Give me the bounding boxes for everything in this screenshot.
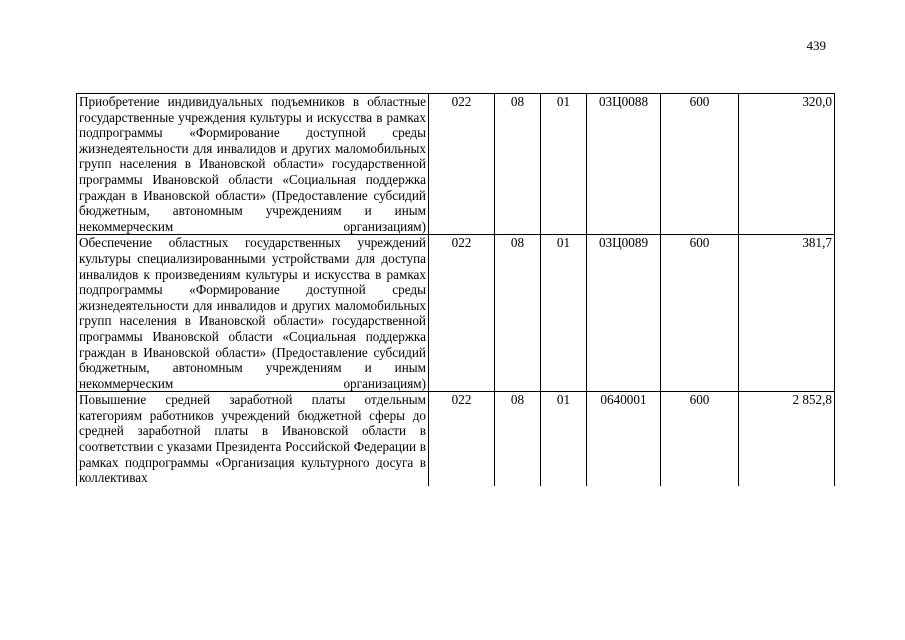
row-section: 08 [495,94,541,235]
row-subsection: 01 [541,392,587,486]
row-description: Обеспечение областных государственных учреждений культуры специализированными устройствами для доступа инвалидов к произведениям культуры и искусства в рамках подпрограммы «Формирование доступной среды жизнедеятельности для инвалидов и других маломобильных групп населения в Ивановской области» государственной программы Ивановской области «Социальная поддержка граждан в Ивановской области» (Предоставление субсидий бюджетным, автономным учреждениям и иным некоммерческим организациям) [77,235,429,392]
row-section: 08 [495,235,541,392]
row-admin-code: 022 [429,235,495,392]
budget-table [76,93,835,486]
row-amount: 381,7 [739,235,835,392]
row-target-article: 03Ц0089 [587,235,661,392]
page-number: 439 [806,38,826,53]
table-row [77,392,835,486]
row-admin-code: 022 [429,94,495,235]
row-target-article: 0640001 [587,392,661,486]
row-amount: 320,0 [739,94,835,235]
row-expense-type: 600 [661,94,739,235]
row-subsection: 01 [541,94,587,235]
row-description: Повышение средней заработной платы отдельным категориям работников учреждений бюджетной сферы до средней заработной платы в Ивановской области в соответствии с указами Президента Российской Федерации в рамках подпрограммы «Организация культурного досуга в коллективах [77,392,429,486]
row-target-article: 03Ц0088 [587,94,661,235]
row-admin-code: 022 [429,392,495,486]
row-expense-type: 600 [661,392,739,486]
row-description: Приобретение индивидуальных подъемников в областные государственные учреждения культуры и искусства в рамках подпрограммы «Формирование доступной среды жизнедеятельности для инвалидов и других маломобильных групп населения в Ивановской области» государственной программы Ивановской области «Социальная поддержка граждан в Ивановской области» (Предоставление субсидий бюджетным, автономным учреждениям и иным некоммерческим организациям) [77,94,429,235]
row-section: 08 [495,392,541,486]
row-amount: 2 852,8 [739,392,835,486]
table-row [77,235,835,392]
row-subsection: 01 [541,235,587,392]
table-row [77,94,835,235]
row-expense-type: 600 [661,235,739,392]
